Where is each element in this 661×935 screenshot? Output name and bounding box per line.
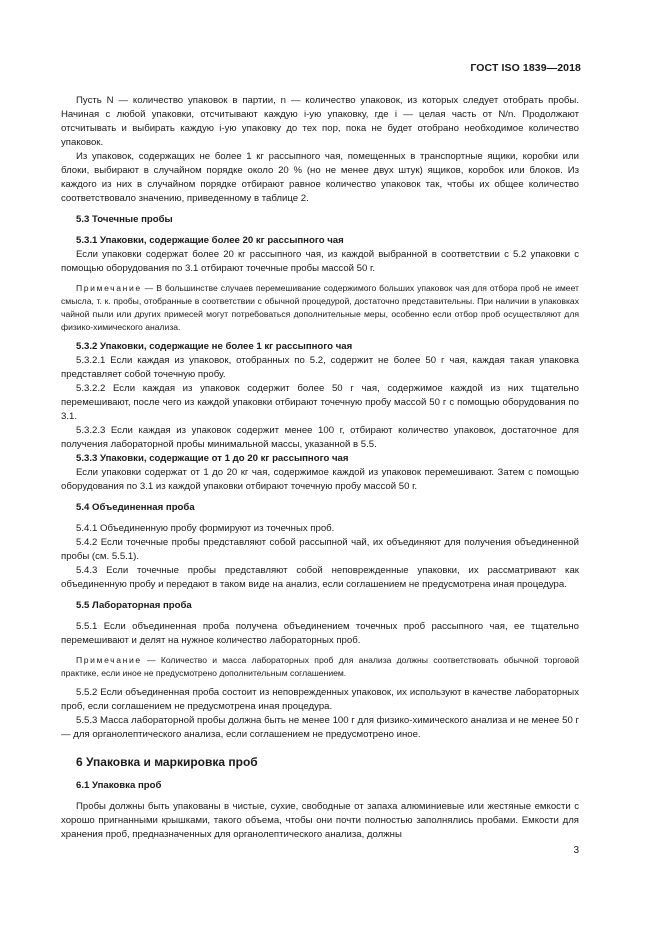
- heading-section-6: 6 Упаковка и маркировка проб: [76, 755, 258, 769]
- heading-5-4: 5.4 Объединенная проба: [76, 502, 195, 513]
- paragraph-5-3-3: Если упаковки содержат от 1 до 20 кг чая, содержимое каждой из упаковок перемешивают. Затем с помощью оборудования по 3.1 из каждой упаковки отбирают точечную пробу массой 50 г.: [61, 467, 579, 492]
- note-1-label: Примечание: [76, 283, 142, 293]
- note-2-text: — Количество и масса лабораторных проб для анализа должны соответствовать обычной торговой практике, если иное не предусмотрено дополнительным соглашением.: [61, 655, 579, 678]
- paragraph-5-3-2-3: 5.3.2.3 Если каждая из упаковок содержит менее 100 г, отбирают количество упаковок, достаточное для получения лабораторной пробы минимальной массы, указанной в 5.5.: [61, 425, 579, 450]
- paragraph-5-3-2-1: 5.3.2.1 Если каждая из упаковок, отобранных по 5.2, содержит не более 50 г чая, каждая такая упаковка представляет собой точечную пробу.: [61, 355, 579, 380]
- paragraph-5-4-1: 5.4.1 Объединенную пробу формируют из точечных проб.: [76, 523, 335, 534]
- heading-5-3-2: 5.3.2 Упаковки, содержащие не более 1 кг рассыпного чая: [76, 341, 353, 352]
- paragraph-5-3-2-2: 5.3.2.2 Если каждая из упаковок содержит более 50 г чая, содержимое каждой из них тщательно перемешивают, после чего из каждой упаковки отбирают точечную пробу массой 50 г с помощью оборудования по 3.1.: [61, 383, 579, 422]
- paragraph-5-5-1: 5.5.1 Если объединенная проба получена объединением точечных проб рассыпного чая, ее тщательно перемешивают и делят на нужное количество лабораторных проб.: [61, 621, 579, 646]
- page-number: 3: [573, 845, 579, 856]
- paragraph-5-5-2: 5.5.2 Если объединенная проба состоит из неповрежденных упаковок, их используют в качестве лабораторных проб, если соглашением не предусмотрена иная процедура.: [61, 687, 579, 712]
- note-2-label: Примечание: [76, 655, 142, 665]
- heading-5-5: 5.5 Лабораторная проба: [76, 600, 192, 611]
- note-1-text: — В большинстве случаев перемешивание содержимого больших упаковок чая для отбора проб не имеет смысла, т. к. пробы, отобранные в соответствии с обычной процедурой, достаточно представительны. При наличии в упаковках чайной пыли или других примесей могут потребоваться дополнительные меры, особенно если отбор проб осуществляют для физико-химического анализа.: [61, 283, 579, 332]
- heading-5-3-3: 5.3.3 Упаковки, содержащие от 1 до 20 кг рассыпного чая: [76, 453, 349, 464]
- heading-5-3-1: 5.3.1 Упаковки, содержащие более 20 кг рассыпного чая: [76, 235, 344, 246]
- paragraph-5-4-3: 5.4.3 Если точечные пробы представляют собой неповрежденные упаковки, их рассматривают как объединенную пробу и передают в таком виде на анализ, если соглашением не предусмотрена иная процедура.: [61, 565, 579, 590]
- heading-5-3: 5.3 Точечные пробы: [76, 214, 173, 225]
- paragraph-5-5-3: 5.5.3 Масса лабораторной пробы должна быть не менее 100 г для физико-химического анализа и не менее 50 г — для органолептического анализа, если соглашением не предусмотрено иное.: [61, 715, 579, 740]
- heading-6-1: 6.1 Упаковка проб: [76, 780, 162, 791]
- paragraph-intro-2: Из упаковок, содержащих не более 1 кг рассыпного чая, помещенных в транспортные ящики, коробки или блоки, выбирают в случайном порядке около 20 % (но не менее двух штук) ящиков, коробок или блоков. Из каждого из них в случайном порядке отбирают равное количество упаковок так, чтобы их общее количество соответствовало значению, приведенному в таблице 2.: [61, 151, 579, 204]
- paragraph-intro-1: Пусть N — количество упаковок в партии, n — количество упаковок, из которых следует отобрать пробы. Начиная с любой упаковки, отсчитывают каждую i-ую упаковку, где i — целая часть от N/n. Продолжают отсчитывать и выбирать каждую i-ую упаковку до тех пор, пока не будет отобрано необходимое количество упаковок.: [61, 95, 579, 148]
- paragraph-6-1: Пробы должны быть упакованы в чистые, сухие, свободные от запаха алюминиевые или жестяные емкости с хорошо пригнанными крышками, такого объема, чтобы они почти полностью заполнялись пробами. Емкости для хранения проб, предназначенных для органолептического анализа, должны: [61, 801, 579, 840]
- document-body: [61, 94, 579, 842]
- paragraph-5-3-1: Если упаковки содержат более 20 кг рассыпного чая, из каждой выбранной в соответствии с 5.2 упаковки с помощью оборудования по 3.1 отбирают точечные пробы массой 50 г.: [61, 249, 579, 274]
- note-2: [61, 654, 579, 680]
- paragraph-5-4-2: 5.4.2 Если точечные пробы представляют собой рассыпной чай, их объединяют для получения объединенной пробы (см. 5.5.1).: [61, 537, 579, 562]
- note-1: [61, 282, 579, 334]
- document-code: ГОСТ ISO 1839—2018: [470, 62, 581, 74]
